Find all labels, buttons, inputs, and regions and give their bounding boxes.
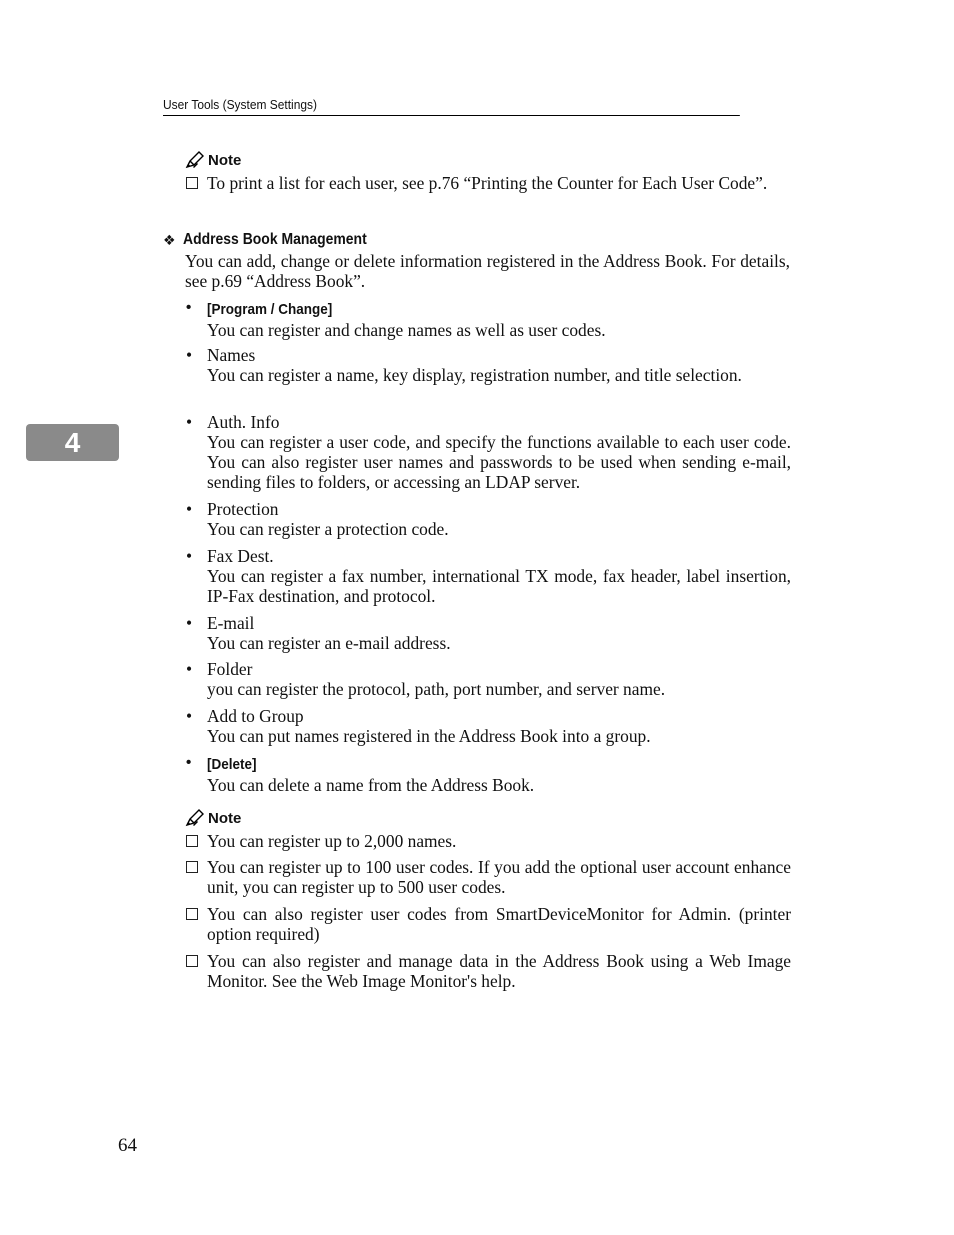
note-heading-label: Note <box>208 809 242 827</box>
list-item <box>186 298 791 340</box>
note-heading <box>185 808 241 828</box>
page-number: 64 <box>118 1135 137 1156</box>
list-item <box>186 613 791 653</box>
bullet-icon: • <box>186 499 193 519</box>
note-heading <box>185 150 241 170</box>
note-item-text: You can register up to 100 user codes. If you add the optional user account enhance unit, you can register up to 500 user codes. <box>207 857 791 897</box>
list-item-label: Auth. Info <box>207 412 280 432</box>
checkbox-bullet-icon <box>186 861 198 873</box>
list-item <box>186 412 791 492</box>
note-item-text: To print a list for each user, see p.76 “Printing the Counter for Each User Code”. <box>207 173 768 193</box>
bullet-icon: • <box>186 659 193 679</box>
list-item-desc: You can register a user code, and specify the functions available to each user code. You can also register user names and passwords to be used when sending e-mail, sending files to folders, or accessing an LDAP server. <box>207 432 791 492</box>
list-item-label: [Delete] <box>207 756 257 773</box>
list-item <box>186 345 791 385</box>
bullet-icon: • <box>186 754 192 771</box>
bullet-icon: • <box>186 706 193 726</box>
checkbox-bullet-icon <box>186 955 198 967</box>
list-item-desc: You can register and change names as well as user codes. <box>207 320 606 340</box>
note-item-text: You can also register user codes from SmartDeviceMonitor for Admin. (printer option required) <box>207 904 791 944</box>
note-item-text: You can register up to 2,000 names. <box>207 831 457 851</box>
list-item-desc: You can register a fax number, international TX mode, fax header, label insertion, IP-Fax destination, and protocol. <box>207 566 791 606</box>
note-item-text: You can also register and manage data in the Address Book using a Web Image Monitor. See the Web Image Monitor's help. <box>207 951 791 991</box>
section-intro: You can add, change or delete information registered in the Address Book. For details, see p.69 “Address Book”. <box>185 251 790 291</box>
checkbox-bullet-icon <box>186 908 198 920</box>
diamond-bullet-icon: ❖ <box>163 232 176 248</box>
list-item-label: Fax Dest. <box>207 546 274 566</box>
running-header: User Tools (System Settings) <box>163 96 740 116</box>
bullet-icon: • <box>186 613 193 633</box>
list-item-label: E-mail <box>207 613 255 633</box>
section-title-text: Address Book Management <box>182 231 367 248</box>
chapter-number: 4 <box>64 426 81 458</box>
bullet-icon: • <box>186 412 193 432</box>
list-item-desc: You can put names registered in the Address Book into a group. <box>207 726 651 746</box>
list-item-label: Add to Group <box>207 706 304 726</box>
list-item <box>186 499 791 539</box>
list-item-label: [Program / Change] <box>207 301 333 318</box>
pencil-note-icon <box>185 151 205 169</box>
list-item-desc: You can register a name, key display, registration number, and title selection. <box>207 365 742 385</box>
list-item-label: Protection <box>207 499 279 519</box>
note-item <box>186 951 791 991</box>
list-item <box>186 753 791 795</box>
checkbox-bullet-icon <box>186 177 198 189</box>
list-item-label: Folder <box>207 659 253 679</box>
bullet-icon: • <box>186 345 193 365</box>
checkbox-bullet-icon <box>186 835 198 847</box>
list-item-desc: You can delete a name from the Address Book. <box>207 775 535 795</box>
chapter-tab <box>26 424 119 461</box>
list-item-desc: you can register the protocol, path, port number, and server name. <box>207 679 666 699</box>
list-item-desc: You can register an e-mail address. <box>207 633 451 653</box>
note-item <box>186 857 791 897</box>
note-heading-label: Note <box>208 151 242 169</box>
note-item <box>186 173 791 193</box>
pencil-note-icon <box>185 809 205 827</box>
bullet-icon: • <box>186 546 193 566</box>
list-item <box>186 706 791 746</box>
list-item <box>186 546 791 606</box>
list-item-desc: You can register a protection code. <box>207 519 449 539</box>
bullet-icon: • <box>186 299 192 316</box>
list-item <box>186 659 791 699</box>
note-item <box>186 904 791 944</box>
note-item <box>186 831 791 851</box>
section-title <box>163 230 387 250</box>
list-item-label: Names <box>207 345 256 365</box>
